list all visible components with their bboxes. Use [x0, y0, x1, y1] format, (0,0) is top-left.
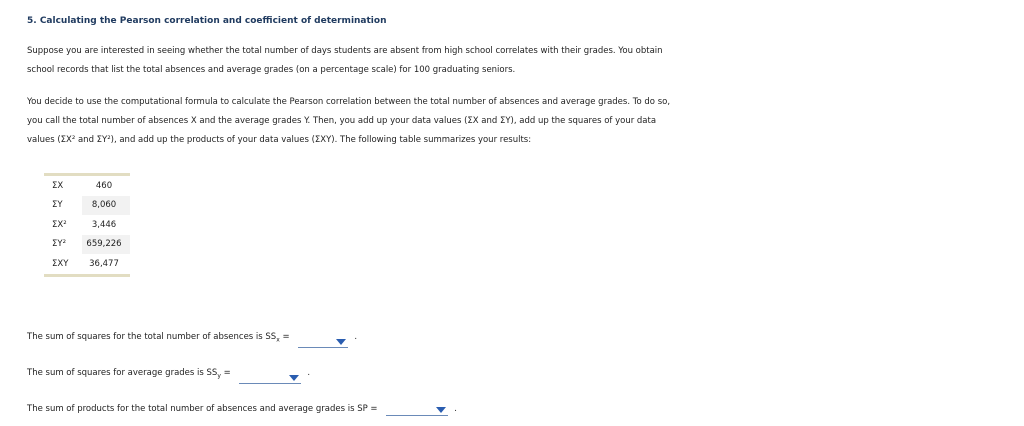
question-ss-y-text: The sum of squares for average grades is SS: [27, 368, 218, 378]
period: .: [307, 368, 311, 378]
equals-sign: =: [370, 404, 378, 414]
question-ss-x-text: The sum of squares for the total number of absences is SS: [27, 332, 277, 342]
table-row: [44, 215, 130, 235]
subscript-x: x: [276, 336, 280, 344]
equals-sign: =: [282, 332, 290, 342]
summary-table: [44, 173, 130, 277]
chevron-down-icon: [289, 375, 299, 381]
row-symbol: ΣY: [44, 196, 82, 216]
section-title: 5. Calculating the Pearson correlation and coefficient of determination: [27, 16, 387, 26]
period: .: [354, 332, 358, 342]
method-line-2: you call the total number of absences X and the average grades Y. Then, you add up your data values (ΣX and ΣY), add up the squares of your data: [27, 116, 657, 126]
row-value: 659,226: [82, 235, 130, 255]
row-symbol: ΣXY: [44, 254, 82, 275]
chevron-down-icon: [336, 339, 346, 345]
sp-answer-dropdown[interactable]: [386, 403, 448, 416]
intro-paragraph: [27, 42, 727, 80]
period: .: [454, 404, 457, 414]
table-row: [44, 196, 130, 216]
equals-sign: =: [223, 368, 231, 378]
row-value: 3,446: [82, 215, 130, 235]
ss-x-answer-dropdown[interactable]: [298, 335, 348, 348]
chevron-down-icon: [436, 407, 446, 413]
row-value: 460: [82, 175, 130, 196]
table-row: [44, 235, 130, 255]
table-row: [44, 254, 130, 275]
row-value: 36,477: [82, 254, 130, 275]
row-symbol: ΣX: [44, 175, 82, 196]
subscript-y: y: [217, 372, 221, 380]
question-ss-x: [27, 330, 357, 348]
question-sp: [27, 402, 457, 416]
question-ss-y: [27, 366, 310, 384]
method-line-3: values (ΣX² and ΣY²), and add up the products of your data values (ΣXY). The following table summarizes your results:: [27, 135, 532, 145]
table-row: [44, 175, 130, 196]
row-symbol: ΣX²: [44, 215, 82, 235]
method-line-1: You decide to use the computational formula to calculate the Pearson correlation between the total number of absences and average grades. To do so,: [27, 97, 671, 107]
intro-line-2: school records that list the total absences and average grades (on a percentage scale) for 100 graduating seniors.: [27, 65, 516, 75]
method-paragraph: [27, 93, 727, 150]
question-sp-text: The sum of products for the total number of absences and average grades is SP: [27, 404, 368, 414]
row-symbol: ΣY²: [44, 235, 82, 255]
intro-line-1: Suppose you are interested in seeing whether the total number of days students are absent from high school correlates with their grades. You obtain: [27, 46, 663, 56]
ss-y-answer-dropdown[interactable]: [239, 371, 301, 384]
row-value: 8,060: [82, 196, 130, 216]
